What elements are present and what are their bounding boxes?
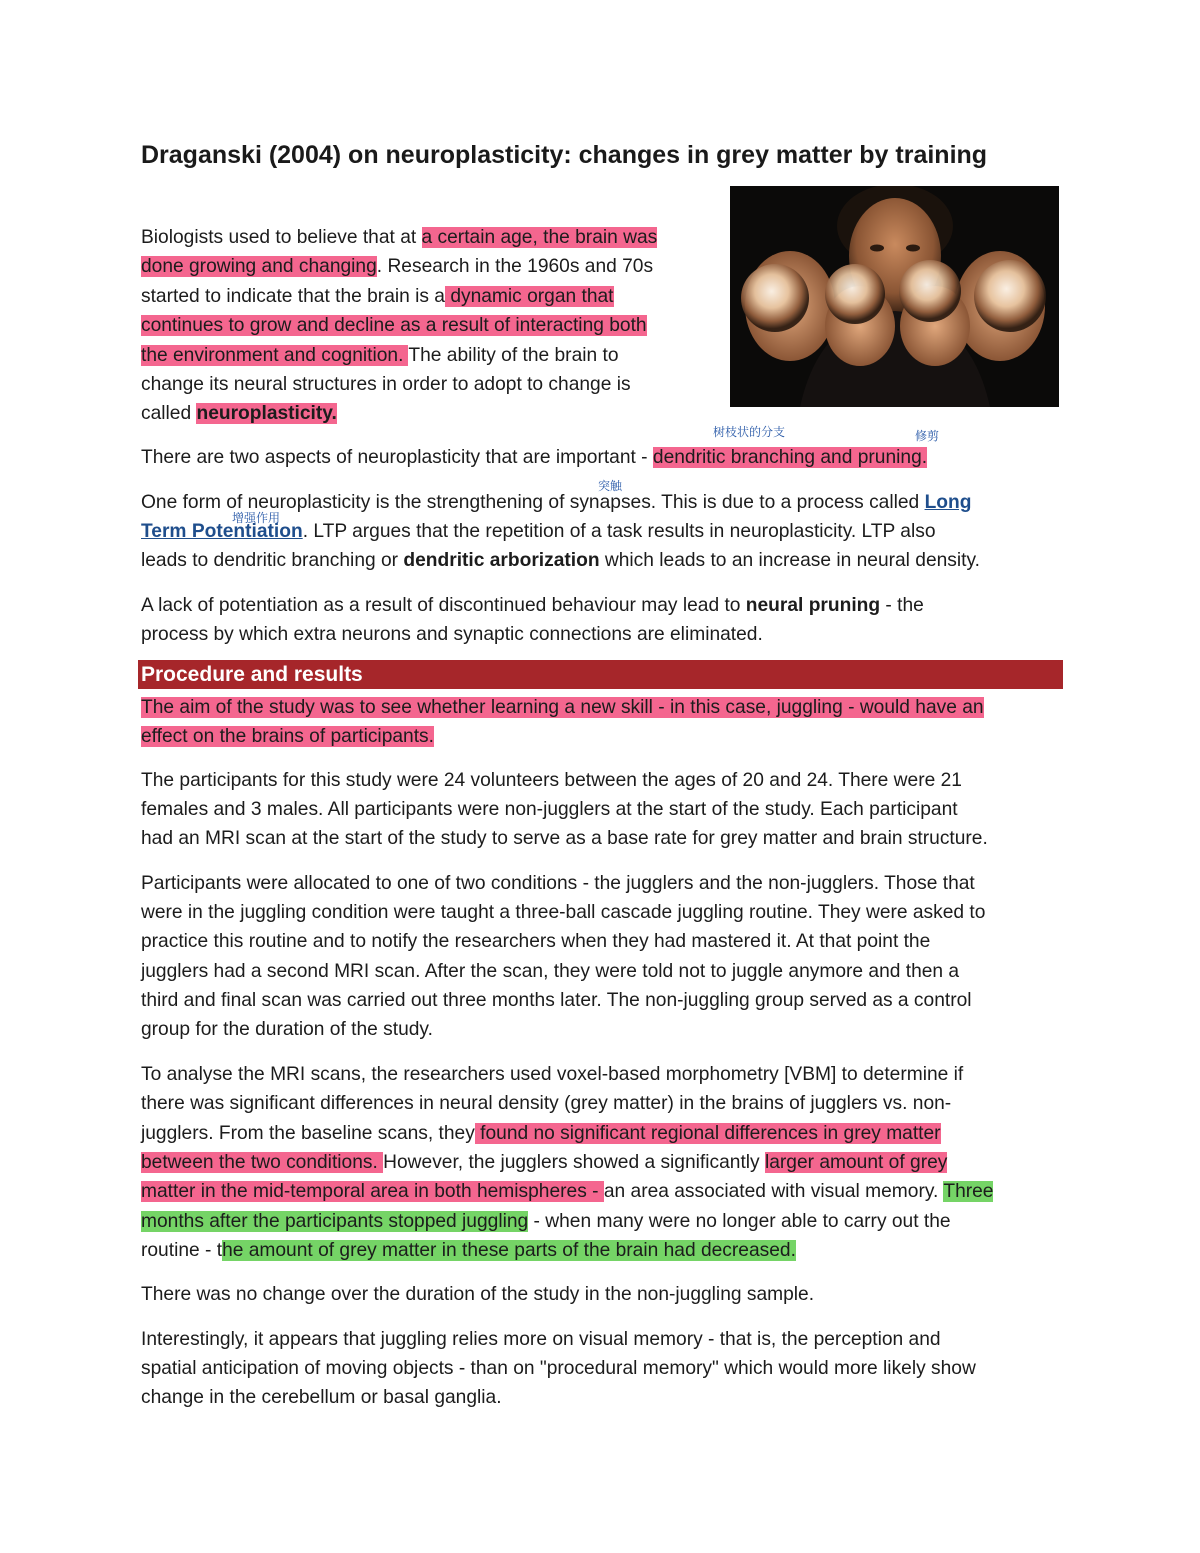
intro-line <box>141 370 631 400</box>
green-highlight: he amount of grey matter in these parts of the brain had decreased. <box>222 1240 796 1261</box>
ltp-link[interactable]: Term Potentiation <box>141 521 303 542</box>
intro-text: called <box>141 403 197 424</box>
ltp-link[interactable]: Long <box>924 492 972 513</box>
conditions-line: Participants were allocated to one of two conditions - the jugglers and the non-jugglers. Those that <box>141 873 975 894</box>
analysis-text: an area associated with visual memory. <box>603 1181 944 1202</box>
pink-highlight: between the two conditions. <box>141 1152 384 1173</box>
analysis-line <box>141 1119 941 1149</box>
intro-text: change its neural structures in order to adopt to change is <box>141 374 631 395</box>
bold-term: dendritic arborization <box>403 550 600 571</box>
analysis-text: However, the jugglers showed a significantly <box>383 1152 765 1173</box>
ltp-line <box>141 517 936 547</box>
analysis-line <box>141 1148 947 1178</box>
participants-line: had an MRI scan at the start of the study to serve as a base rate for grey matter and brain structure. <box>141 828 988 849</box>
pruning-text: process by which extra neurons and synaptic connections are eliminated. <box>141 624 763 645</box>
section-title: Procedure and results <box>141 663 363 686</box>
intro-line <box>141 311 647 341</box>
ltp-line <box>141 546 980 576</box>
conditions-line: group for the duration of the study. <box>141 1019 433 1040</box>
intro-text: . Research in the 1960s and 70s <box>376 256 654 277</box>
participants-line: The participants for this study were 24 volunteers between the ages of 20 and 24. There were 21 <box>141 770 962 791</box>
ltp-text: . LTP argues that the repetition of a task results in neuroplasticity. LTP also <box>302 521 936 542</box>
pink-highlight: done growing and changing <box>141 256 377 277</box>
analysis-line <box>141 1089 951 1119</box>
conditions-line: practice this routine and to notify the researchers when they had mastered it. At that point the <box>141 931 931 952</box>
ltp-text: One form of neuroplasticity is the strengthening of synapses. This is due to a process called <box>141 492 925 513</box>
analysis-line <box>141 1207 951 1237</box>
participants-line: females and 3 males. All participants were non-jugglers at the start of the study. Each participant <box>141 799 958 820</box>
pink-highlight: matter in the mid-temporal area in both hemispheres - <box>141 1181 604 1202</box>
intro-line <box>141 252 653 282</box>
pink-highlight: larger amount of grey <box>764 1152 948 1173</box>
pink-highlight: found no significant regional differences in grey matter <box>474 1123 941 1144</box>
annotation-synapse: 突触 <box>598 479 623 493</box>
green-highlight: Three <box>943 1181 994 1202</box>
ltp-text: which leads to an increase in neural density. <box>599 550 980 571</box>
intro-text: The ability of the brain to <box>408 345 619 366</box>
pink-highlight: effect on the brains of participants. <box>141 726 434 747</box>
analysis-text: routine - t <box>141 1240 223 1261</box>
intro-line <box>141 399 337 429</box>
green-highlight: months after the participants stopped juggling <box>141 1211 529 1232</box>
conditions-line: third and final scan was carried out three months later. The non-juggling group served as a control <box>141 990 972 1011</box>
analysis-line <box>141 1236 796 1266</box>
pink-highlight: continues to grow and decline as a result of interacting both <box>141 315 647 336</box>
interesting-line: change in the cerebellum or basal ganglia. <box>141 1387 502 1408</box>
nochange-line: There was no change over the duration of the study in the non-juggling sample. <box>141 1284 815 1305</box>
pink-highlight: dynamic organ that <box>444 286 614 307</box>
intro-line <box>141 341 619 371</box>
conditions-line: were in the juggling condition were taught a three-ball cascade juggling routine. They were asked to <box>141 902 986 923</box>
annotation-dendritic: 树枝状的分支 <box>713 425 786 439</box>
pruning-line <box>141 620 763 650</box>
pruning-line <box>141 591 924 621</box>
pink-highlight: the environment and cognition. <box>141 345 409 366</box>
analysis-text: To analyse the MRI scans, the researchers used voxel-based morphometry [VBM] to determine if <box>141 1064 964 1085</box>
annotation-potentiation: 增强作用 <box>232 511 281 525</box>
section-header-bar <box>138 660 1063 689</box>
pink-highlight: dendritic branching and pruning. <box>652 447 928 468</box>
annotation-pruning: 修剪 <box>915 429 940 443</box>
conditions-line: jugglers had a second MRI scan. After the scan, they were told not to juggle anymore and then a <box>141 961 960 982</box>
bold-term: neural pruning <box>745 595 881 616</box>
ltp-line <box>141 488 971 518</box>
pink-highlight: The aim of the study was to see whether learning a new skill - in this case, juggling - would have an <box>141 697 984 718</box>
intro-text: started to indicate that the brain is a <box>141 286 445 307</box>
analysis-text: jugglers. From the baseline scans, they <box>141 1123 475 1144</box>
intro-line <box>141 282 614 312</box>
interesting-line: Interestingly, it appears that juggling relies more on visual memory - that is, the perception and <box>141 1329 941 1350</box>
aim-line <box>141 693 984 723</box>
pruning-text: - the <box>880 595 924 616</box>
pink-highlight-bold: neuroplasticity. <box>196 403 337 424</box>
analysis-line <box>141 1060 963 1090</box>
interesting-line: spatial anticipation of moving objects - than on "procedural memory" which would more likely show <box>141 1358 976 1379</box>
aspects-line <box>141 443 927 473</box>
analysis-text: there was significant differences in neural density (grey matter) in the brains of jugglers vs. non- <box>141 1093 952 1114</box>
juggler-photo-illustration <box>730 186 1059 407</box>
analysis-text: - when many were no longer able to carry out the <box>528 1211 951 1232</box>
ltp-text: leads to dendritic branching or <box>141 550 404 571</box>
analysis-line <box>141 1177 993 1207</box>
aspects-text: There are two aspects of neuroplasticity that are important - <box>141 447 653 468</box>
aim-line <box>141 722 434 752</box>
intro-text: Biologists used to believe that at <box>141 227 422 248</box>
document-title: Draganski (2004) on neuroplasticity: changes in grey matter by training <box>141 141 988 169</box>
pruning-text: A lack of potentiation as a result of discontinued behaviour may lead to <box>141 595 746 616</box>
juggler-photo <box>730 186 1059 407</box>
pink-highlight: a certain age, the brain was <box>421 227 658 248</box>
intro-line <box>141 223 657 253</box>
